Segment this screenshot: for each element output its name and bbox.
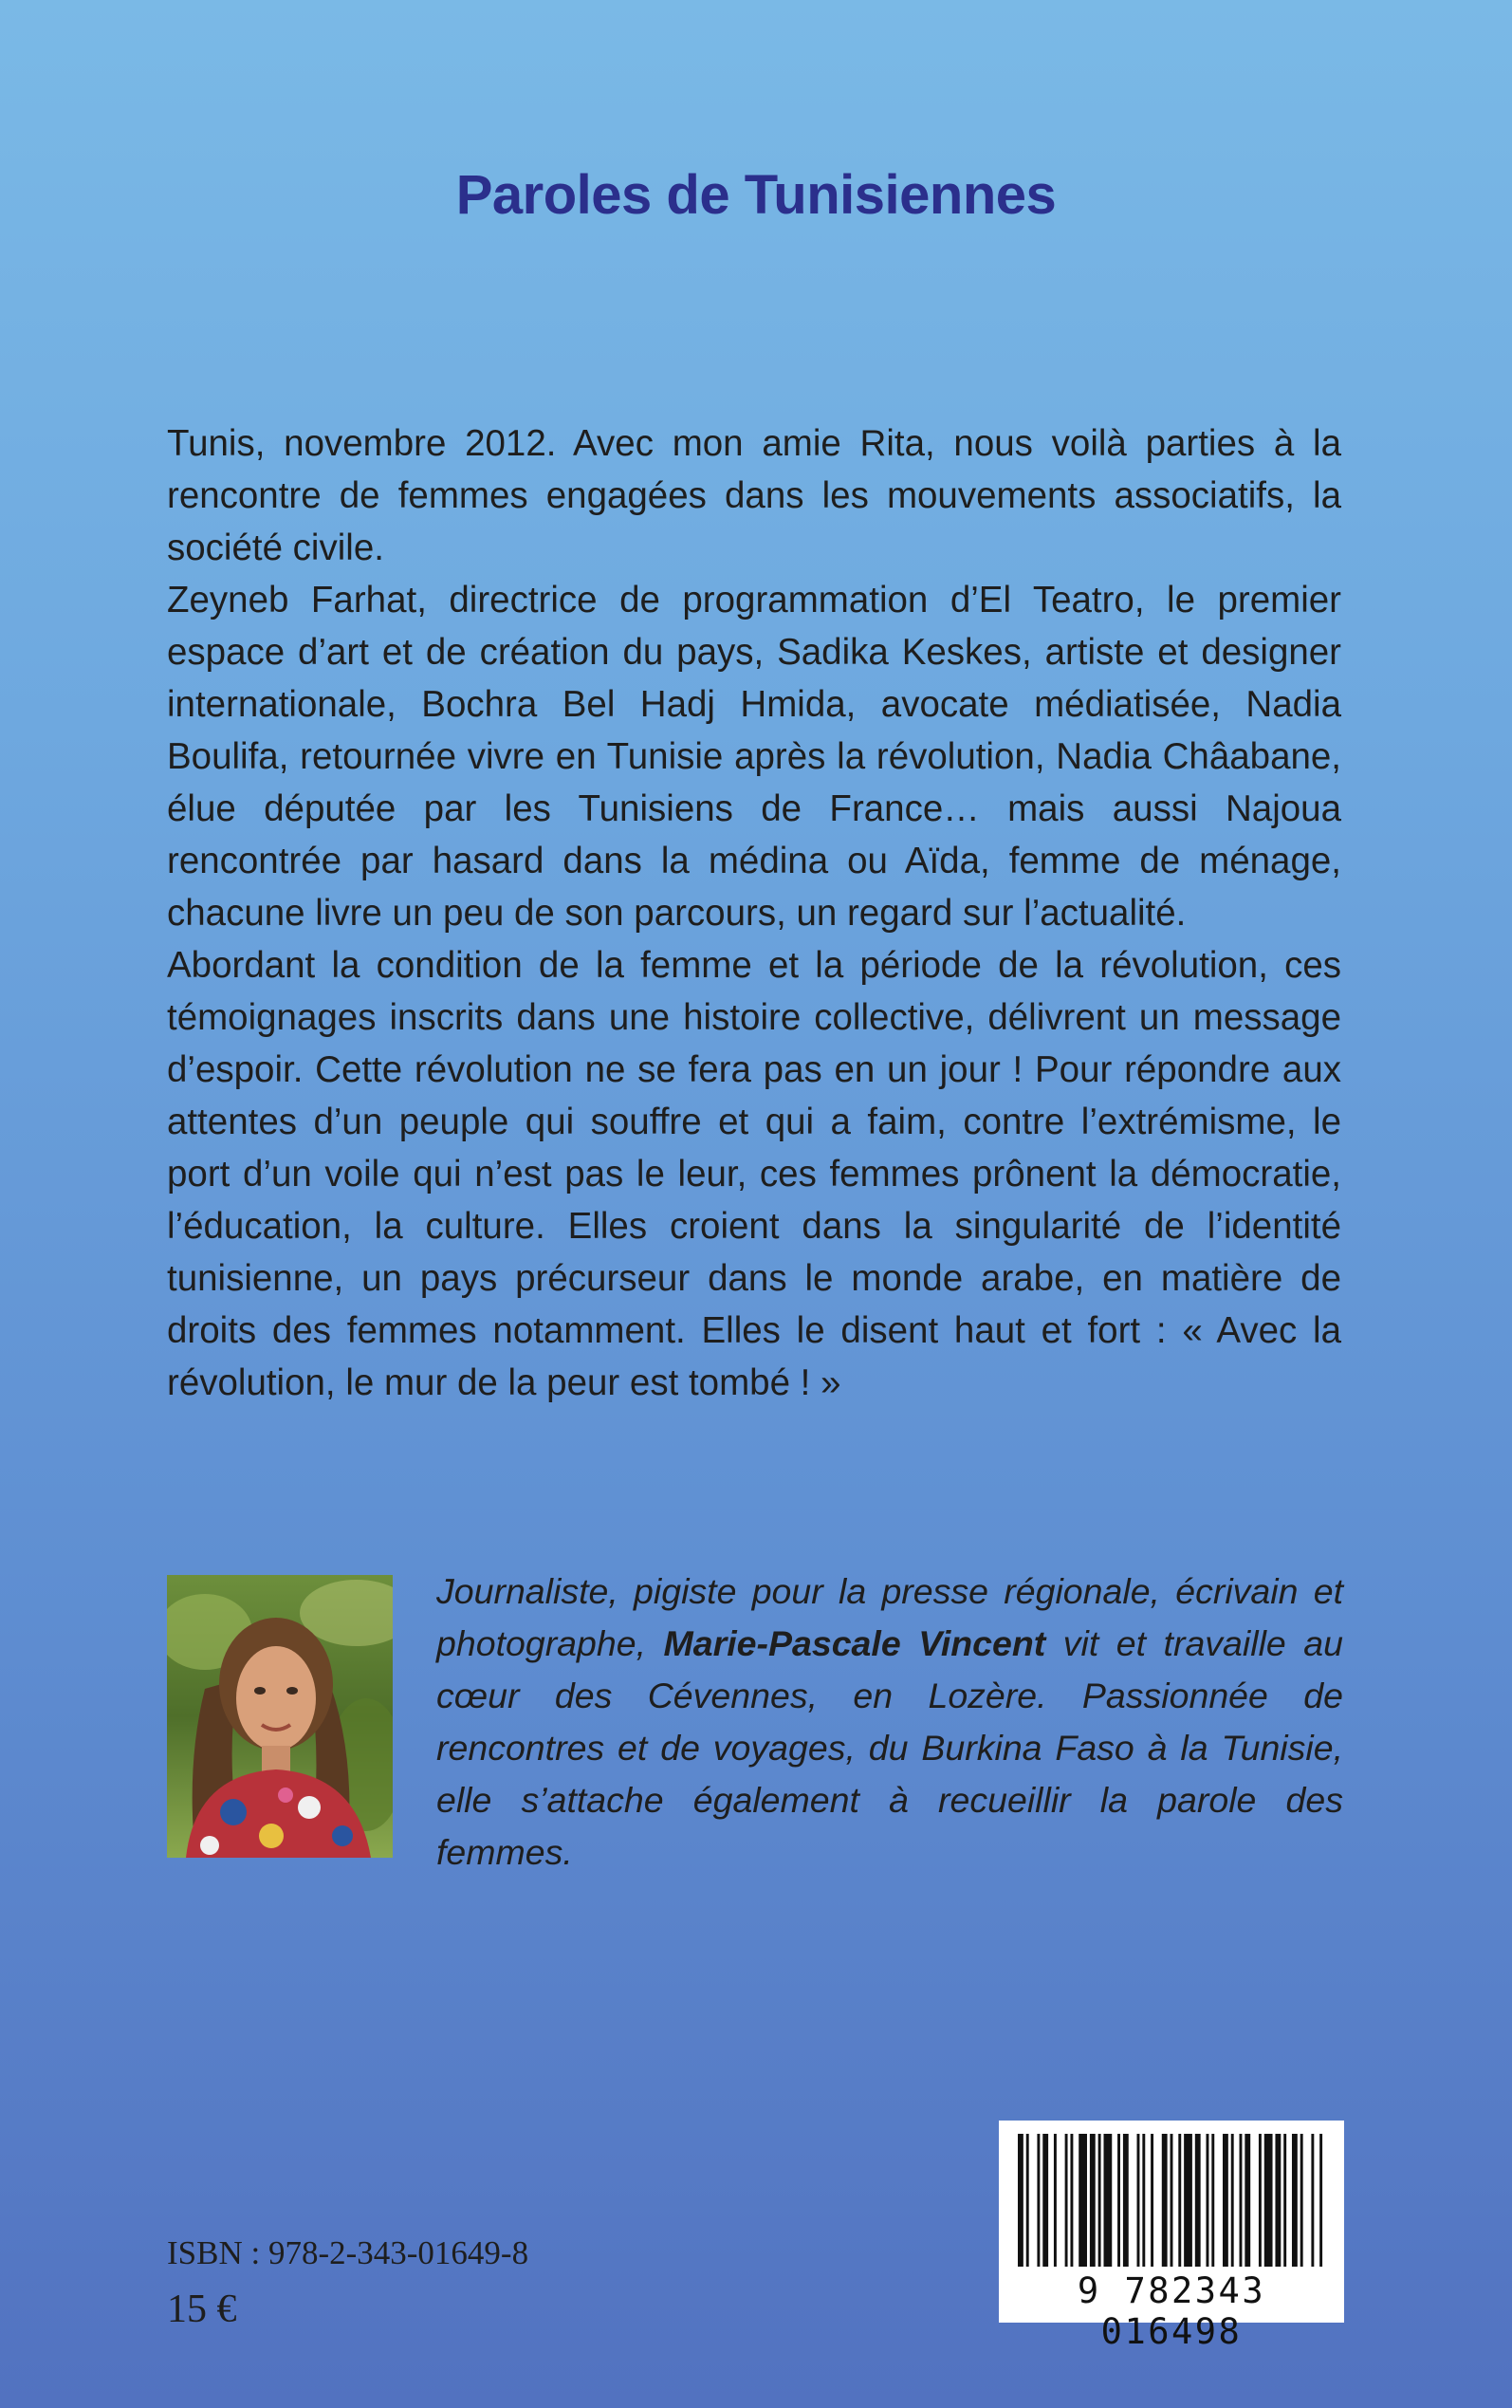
bio-text-start: Journaliste, pigiste pour la presse régionale, écrivain et photographe, — [436, 1571, 1343, 1663]
barcode-bar — [1070, 2134, 1073, 2267]
barcode-bar — [1259, 2134, 1262, 2267]
author-photo — [167, 1575, 393, 1858]
blurb-paragraph-2: Zeyneb Farhat, directrice de programmation d’El Teatro, le premier espace d’art et de création du pays, Sadika Keskes, artiste et designer internationale, Bochra Bel Hadj Hmida, avocate médiatisée, Nadia Boulifa, retournée vivre en Tunisie après la révolution, Nadia Châabane, élue députée par les Tunisiens de France… mais aussi Najoua rencontrée par hasard dans la médina ou Aïda, femme de ménage, chacune livre un peu de son parcours, un regard sur l’actualité. — [167, 580, 1341, 934]
barcode-bar — [1206, 2134, 1208, 2267]
barcode-bar — [1079, 2134, 1087, 2267]
barcode-bar — [1054, 2134, 1057, 2267]
barcode-bar — [1184, 2134, 1192, 2267]
barcode-bar — [1123, 2134, 1129, 2267]
barcode-bar — [1026, 2134, 1029, 2267]
barcode-bar — [1117, 2134, 1120, 2267]
barcode-bars — [1018, 2134, 1325, 2267]
barcode — [999, 2121, 1344, 2352]
barcode-bar — [1090, 2134, 1096, 2267]
barcode-bar — [1275, 2134, 1281, 2267]
barcode-bar — [1142, 2134, 1145, 2267]
blurb-paragraph-3: Abordant la condition de la femme et la période de la révolution, ces témoignages inscrits dans une histoire collective, délivrent un message d’espoir. Cette révolution ne se fera pas en un jour ! Pour répondre aux attentes d’un peuple qui souffre et qui a faim, contre l’extrémisme, le port d’un voile qui n’est pas le leur, ces femmes prônent la démocratie, l’éducation, la culture. Elles croient dans la singularité de l’identité tunisienne, un pays précurseur dans le monde arabe, en matière de droits des femmes notamment. Elles le disent haut et fort : « Avec la révolution, le mur de la peur est tombé ! » — [167, 945, 1341, 1403]
back-cover-blurb — [167, 417, 1341, 1409]
barcode-bar — [1300, 2134, 1303, 2267]
barcode-bar — [1264, 2134, 1273, 2267]
barcode-bar — [1137, 2134, 1140, 2267]
blurb-paragraph-1: Tunis, novembre 2012. Avec mon amie Rita, nous voilà parties à la rencontre de femmes engagées dans les mouvements associatifs, la société civile. — [167, 423, 1341, 568]
barcode-bar — [1171, 2134, 1173, 2267]
barcode-bar — [1018, 2134, 1023, 2267]
barcode-bar — [1283, 2134, 1286, 2267]
barcode-bar — [1240, 2134, 1243, 2267]
barcode-bar — [1195, 2134, 1201, 2267]
barcode-bar — [1231, 2134, 1234, 2267]
barcode-bar — [1311, 2134, 1314, 2267]
barcode-bar — [1162, 2134, 1168, 2267]
author-bio — [436, 1565, 1343, 1879]
barcode-bar — [1292, 2134, 1298, 2267]
barcode-bar — [1065, 2134, 1068, 2267]
author-name: Marie-Pascale Vincent — [663, 1623, 1046, 1663]
barcode-digits: 9 782343 016498 — [1077, 2270, 1266, 2352]
barcode-bar — [1103, 2134, 1112, 2267]
barcode-bar — [1211, 2134, 1214, 2267]
barcode-bar — [1223, 2134, 1228, 2267]
barcode-bar — [1245, 2134, 1250, 2267]
barcode-bar — [1037, 2134, 1040, 2267]
price: 15 € — [167, 2288, 237, 2331]
barcode-bar — [1319, 2134, 1322, 2267]
barcode-bar — [1042, 2134, 1048, 2267]
isbn-number: ISBN : 978-2-343-01649-8 — [167, 2234, 529, 2271]
barcode-bar — [1098, 2134, 1101, 2267]
barcode-bar — [1151, 2134, 1153, 2267]
bio-text-end: vit et travaille au cœur des Cévennes, en Lozère. Passionnée de rencontres et de voyages, du Burkina Faso à la Tunisie, elle s’attache également à recueillir la parole des femmes. — [436, 1623, 1343, 1872]
barcode-bar — [1178, 2134, 1181, 2267]
book-title: Paroles de Tunisiennes — [455, 164, 1057, 226]
